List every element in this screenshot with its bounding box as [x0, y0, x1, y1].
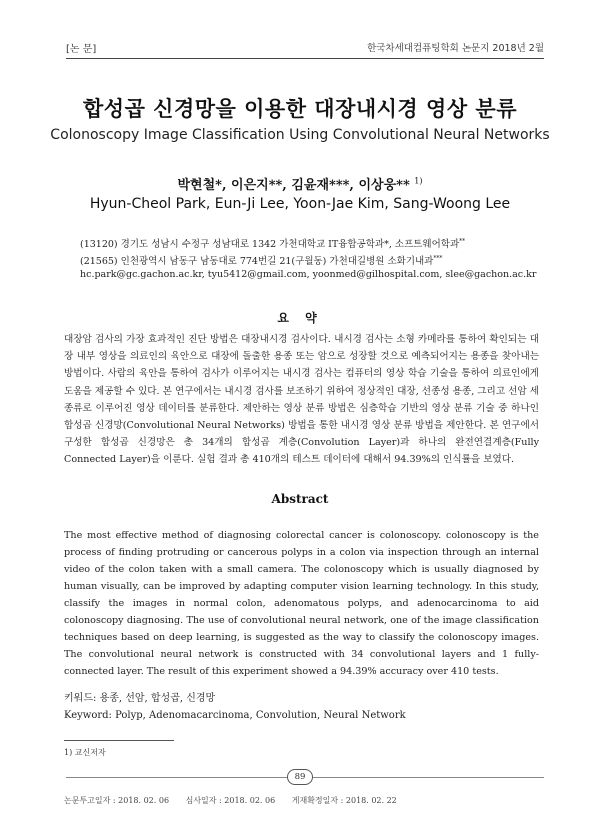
affiliation-1-text: (13120) 경기도 성남시 수정구 성남대로 1342 가천대학교 IT융합공학과*, 소프트웨어학과 [80, 239, 460, 250]
abstract-heading: Abstract [271, 492, 329, 506]
running-header [66, 38, 544, 58]
keywords-korean: 키워드: 용종, 선암, 합성곱, 신경망 [64, 693, 216, 704]
authors-korean [0, 174, 600, 193]
authors-korean-names: 박현철*, 이은지**, 김윤재***, 이상웅** [177, 178, 410, 193]
affiliation-2 [80, 253, 442, 267]
title-korean: 합성곱 신경망을 이용한 대장내시경 영상 분류 [83, 97, 517, 121]
authors-english: Hyun-Cheol Park, Eun-Ji Lee, Yoon-Jae Kim, Sang-Woong Lee [89, 196, 511, 212]
keywords-english: Keyword: Polyp, Adenomacarcinoma, Convolution, Neural Network [64, 710, 406, 721]
affiliation-1 [80, 236, 465, 250]
submitted-date: 논문투고일자 : 2018. 02. 06 [64, 796, 170, 805]
corresponding-mark: 1) [414, 176, 423, 186]
page-number-area [0, 770, 600, 786]
article-type-tag: [논 문] [66, 44, 97, 55]
affiliation-2-mark: *** [433, 254, 443, 262]
summary-text: 대장암 검사의 가장 효과적인 진단 방법은 대장내시경 검사이다. 내시경 검사는 소형 카메라를 통하여 확인되는 대장 내부 영상을 의료인의 육안으로 대장에 돌출한 용종 또는 암으로 성장할 것으로 예측되어지는 용종을 찾아내는 방법이다. 사람의 육안을 통하여 검사가 이루어지는 내시경 검사는 컴퓨터의 영상 학습 기술을 통하여 의료인에게 도움을 제공할 수 있다. 본 연구에서는 내시경 검사를 보조하기 위하여 정상적인 대장, 선종성 용종, 그리고 선암 세 종류로 이루어진 영상 데이터를 분류한다. 제안하는 영상 분류 방법은 심층학습 기반의 영상 분류 기술 중 하나인 합성곱 신경망(Convolutional Neural Networks) 방법을 통한 내시경 영상 분류 방법을 제안한다. 본 연구에서 구성한 합성곱 신경망은 총 34개의 합성곱 계층(Convolution Layer)과 하나의 완전연결계층(Fully Connected Layer)을 이룬다. 실험 결과 총 410개의 테스트 데이터에 대해서 94.39%의 인식률을 보였다. [64, 334, 539, 466]
reviewed-date: 심사일자 : 2018. 02. 06 [185, 796, 276, 805]
page-number: 89 [287, 769, 313, 785]
author-emails: hc.park@gc.gachon.ac.kr, tyu5412@gmail.com, yoonmed@gilhospital.com, slee@gachon.ac.kr [80, 269, 537, 280]
summary-heading: 요 약 [277, 311, 323, 325]
accepted-date: 게재확정일자 : 2018. 02. 22 [291, 796, 397, 805]
journal-info: 한국차세대컴퓨팅학회 논문지 2018년 2월 [367, 43, 544, 54]
affiliation-1-mark: ** [459, 237, 466, 245]
abstract-text: The most effective method of diagnosing colorectal cancer is colonoscopy. colonoscopy is the process of finding protruding or cancerous polyps in a colon via inspection through an internal video of the colon taken with a small camera. The colonoscopy which is usually diagnosed by human visually, can be improved by adapting computer vision learning technology. In this study, classify the images in normal colon, adenomatous polyps, and adenocarcinoma to aid colonoscopy diagnosing. The use of convolutional neural network, one of the image classification techniques based on deep learning, is suggested as the way to classify the colonoscopy images. The convolutional neural network is constructed with 34 convolutional layers and 1 fully-connected layer. The result of this experiment showed a 94.39% accuracy over 410 tests. [64, 530, 539, 677]
footnote: 1) 교신저자 [64, 748, 106, 757]
affiliation-2-text: (21565) 인천광역시 남동구 남동대로 774번길 21(구월동) 가천대길병원 소화기내과 [80, 256, 434, 267]
footnote-divider [64, 740, 174, 741]
header-divider [66, 58, 544, 59]
title-english: Colonoscopy Image Classification Using Convolutional Neural Networks [50, 127, 550, 143]
publication-dates [64, 795, 411, 806]
